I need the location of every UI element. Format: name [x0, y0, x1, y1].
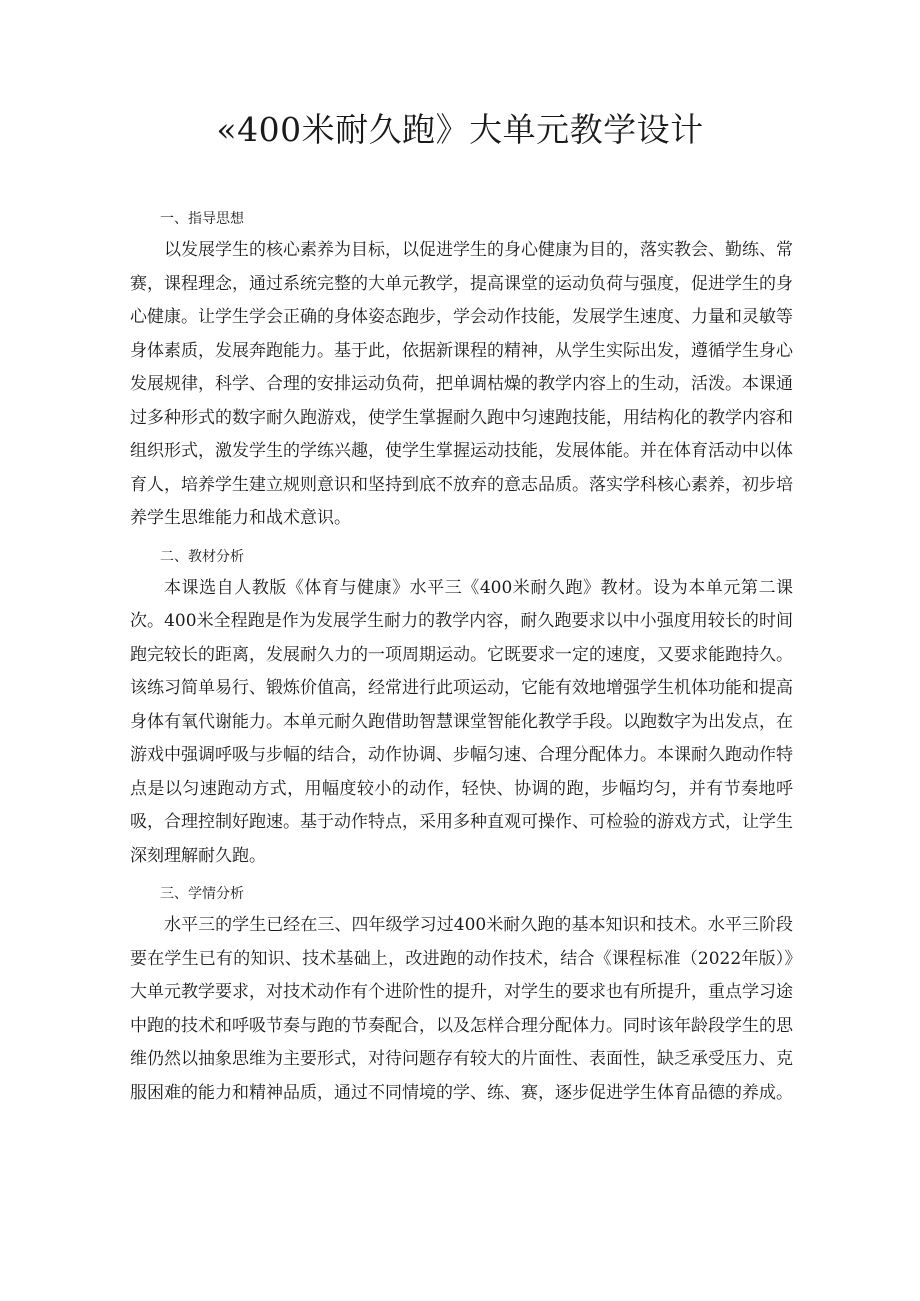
section-heading: 二、教材分析 — [160, 548, 244, 565]
section-paragraph: 水平三的学生已经在三、四年级学习过400米耐久跑的基本知识和技术。水平三阶段要在学生已有的知识、技术基础上，改进跑的动作技术，结合《课程标准（2022年版）》大单元教学要求，对技术动作有个进阶性的提升，对学生的要求也有所提升，重点学习途中跑的技术和呼吸节奏与跑的节奏配合，以及怎样合理分配体力。同时该年龄段学生的思维仍然以抽象思维为主要形式，对待问题存有较大的片面性、表面性，缺乏承受压力、克服困难的能力和精神品质，通过不同情境的学、练、赛，逐步促进学生体育品德的养成。 — [130, 915, 793, 1103]
section-paragraph: 本课选自人教版《体育与健康》水平三《400米耐久跑》教材。设为本单元第二课次。400米全程跑是作为发展学生耐力的教学内容，耐久跑要求以中小强度用较长的时间跑完较长的距离，发展耐久力的一项周期运动。它既要求一定的速度，又要求能跑持久。该练习简单易行、锻炼价值高，经常进行此项运动，它能有效地增强学生机体功能和提高身体有氧代谢能力。本单元耐久跑借助智慧课堂智能化教学手段。以跑数字为出发点，在游戏中强调呼吸与步幅的结合，动作协调、步幅匀速、合理分配体力。本课耐久跑动作特点是以匀速跑动方式，用幅度较小的动作，轻快、协调的跑，步幅均匀，并有节奏地呼吸，合理控制好跑速。基于动作特点，采用多种直观可操作、可检验的游戏方式，让学生深刻理解耐久跑。 — [130, 577, 793, 866]
section-guiding-ideology — [130, 204, 793, 536]
section-learner-analysis — [130, 879, 793, 1110]
section-heading: 一、指导思想 — [160, 211, 244, 227]
document-body — [130, 204, 793, 1110]
section-paragraph: 以发展学生的核心素养为目标，以促进学生的身心健康为目的，落实教会、勤练、常赛，课程理念，通过系统完整的大单元教学，提高课堂的运动负荷与强度，促进学生的身心健康。让学生学会正确的身体姿态跑步，学会动作技能，发展学生速度、力量和灵敏等身体素质，发展奔跑能力。基于此，依据新课程的精神，从学生实际出发，遵循学生身心发展规律，科学、合理的安排运动负荷，把单调枯燥的教学内容上的生动，活泼。本课通过多种形式的数字耐久跑游戏，使学生掌握耐久跑中匀速跑技能，用结构化的教学内容和组织形式，激发学生的学练兴趣，使学生掌握运动技能，发展体能。并在体育活动中以体育人，培养学生建立规则意识和坚持到底不放弃的意志品质。落实学科核心素养，初步培养学生思维能力和战术意识。 — [130, 240, 793, 528]
section-heading: 三、学情分析 — [160, 886, 244, 902]
section-textbook-analysis — [130, 542, 793, 874]
document-title: «400米耐久跑》大单元教学设计 — [216, 110, 704, 149]
